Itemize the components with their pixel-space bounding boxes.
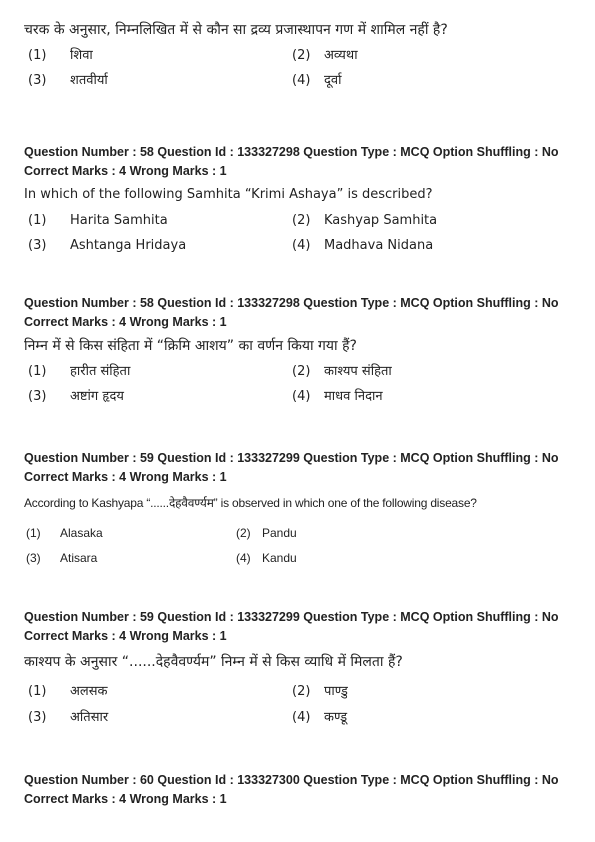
options-grid xyxy=(24,211,574,259)
option-4 xyxy=(292,708,347,728)
question-block-59-hindi xyxy=(24,608,574,734)
option-number: (3) xyxy=(28,73,47,88)
option-1 xyxy=(28,362,130,382)
question-block-60 xyxy=(24,771,574,809)
option-4 xyxy=(236,548,297,568)
option-label: काश्यप संहिता xyxy=(324,364,392,379)
question-text: According to Kashyapa “......देहवैवर्ण्यम” is observed in which one of the following disease? xyxy=(24,496,477,510)
option-3 xyxy=(28,236,186,256)
question-text: काश्यप के अनुसार “......देहवैवर्ण्यम” निम्न में से किस व्याधि में मिलता हैं? xyxy=(24,654,403,670)
marks-meta-line: Correct Marks : 4 Wrong Marks : 1 xyxy=(24,164,227,178)
question-text: चरक के अनुसार, निम्नलिखित में से कौन सा द्रव्य प्रजास्थापन गण में शामिल नहीं है? xyxy=(24,22,448,38)
question-block-59-english xyxy=(24,449,574,571)
question-meta-line: Question Number : 59 Question Id : 133327299 Question Type : MCQ Option Shuffling : No xyxy=(24,451,559,465)
option-label: दूर्वा xyxy=(324,73,342,88)
option-label: Pandu xyxy=(262,526,297,540)
option-number: (1) xyxy=(28,364,47,379)
marks-meta-line: Correct Marks : 4 Wrong Marks : 1 xyxy=(24,629,227,643)
option-1 xyxy=(26,523,103,543)
option-number: (3) xyxy=(28,710,47,725)
option-number: (4) xyxy=(292,73,311,88)
question-block-58-english xyxy=(24,143,574,259)
options-grid xyxy=(24,46,574,94)
option-label: Alasaka xyxy=(60,526,103,540)
option-label: Kashyap Samhita xyxy=(324,213,438,228)
marks-meta-line: Correct Marks : 4 Wrong Marks : 1 xyxy=(24,792,227,806)
options-grid xyxy=(24,682,574,734)
option-number: (2) xyxy=(292,213,311,228)
option-label: कण्डू xyxy=(324,710,348,725)
option-label: Kandu xyxy=(262,551,297,565)
option-number: (2) xyxy=(292,364,311,379)
option-4 xyxy=(292,236,433,256)
option-3 xyxy=(28,71,108,91)
marks-meta-line: Correct Marks : 4 Wrong Marks : 1 xyxy=(24,315,227,329)
option-label: Harita Samhita xyxy=(70,213,168,228)
option-2 xyxy=(292,211,437,231)
option-4 xyxy=(292,71,342,91)
option-label: हारीत संहिता xyxy=(70,364,131,379)
option-number: (3) xyxy=(28,238,47,253)
question-meta-line: Question Number : 59 Question Id : 133327299 Question Type : MCQ Option Shuffling : No xyxy=(24,610,559,624)
option-label: अतिसार xyxy=(70,710,109,725)
option-3 xyxy=(26,548,97,568)
question-text: In which of the following Samhita “Krimi Ashaya” is described? xyxy=(24,187,433,202)
question-meta-line: Question Number : 58 Question Id : 133327298 Question Type : MCQ Option Shuffling : No xyxy=(24,296,559,310)
option-label: अलसक xyxy=(70,684,108,699)
option-label: Madhava Nidana xyxy=(324,238,434,253)
question-meta-line: Question Number : 58 Question Id : 133327298 Question Type : MCQ Option Shuffling : No xyxy=(24,145,559,159)
option-label: शिवा xyxy=(70,48,93,63)
option-1 xyxy=(28,682,108,702)
question-block-58-hindi xyxy=(24,294,574,410)
option-1 xyxy=(28,46,93,66)
option-number: (2) xyxy=(236,526,251,540)
option-label: अष्टांग हृदय xyxy=(70,389,124,404)
option-number: (1) xyxy=(28,684,47,699)
option-number: (4) xyxy=(236,551,251,565)
marks-meta-line: Correct Marks : 4 Wrong Marks : 1 xyxy=(24,470,227,484)
option-3 xyxy=(28,708,108,728)
option-label: शतवीर्या xyxy=(70,73,108,88)
option-number: (1) xyxy=(26,526,41,540)
question-meta-line: Question Number : 60 Question Id : 133327300 Question Type : MCQ Option Shuffling : No xyxy=(24,773,559,787)
question-text: निम्न में से किस संहिता में “क्रिमि आशय” का वर्णन किया गया हैं? xyxy=(24,338,357,354)
option-label: पाण्डु xyxy=(324,684,348,699)
options-grid xyxy=(24,523,574,571)
option-3 xyxy=(28,387,124,407)
option-label: माधव निदान xyxy=(324,389,383,404)
option-label: अव्यथा xyxy=(324,48,358,63)
option-number: (2) xyxy=(292,684,311,699)
question-block-57-hindi xyxy=(24,20,574,94)
option-number: (3) xyxy=(26,551,41,565)
option-2 xyxy=(292,46,358,66)
option-2 xyxy=(236,523,297,543)
option-number: (3) xyxy=(28,389,47,404)
option-number: (1) xyxy=(28,213,47,228)
option-number: (2) xyxy=(292,48,311,63)
option-2 xyxy=(292,362,392,382)
option-number: (4) xyxy=(292,238,311,253)
option-label: Ashtanga Hridaya xyxy=(70,238,187,253)
option-2 xyxy=(292,682,348,702)
option-number: (1) xyxy=(28,48,47,63)
option-number: (4) xyxy=(292,389,311,404)
option-number: (4) xyxy=(292,710,311,725)
option-4 xyxy=(292,387,383,407)
option-1 xyxy=(28,211,168,231)
option-label: Atisara xyxy=(60,551,98,565)
options-grid xyxy=(24,362,574,410)
